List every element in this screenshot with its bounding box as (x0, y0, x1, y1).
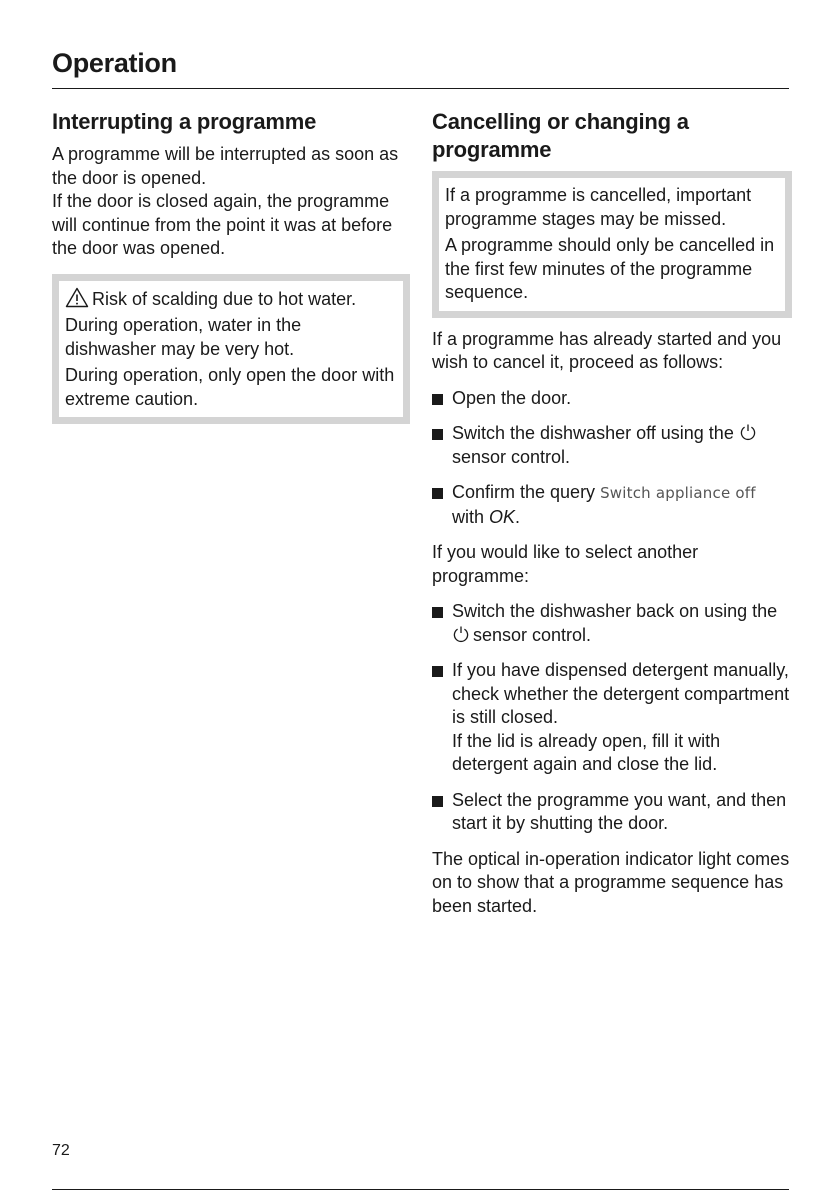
select-steps (432, 600, 792, 836)
cancelling-heading: Cancelling or changing a programme (432, 109, 689, 162)
bullet-icon (432, 607, 443, 618)
scalding-warning-box (52, 274, 410, 425)
note-line-1: If a programme is cancelled, important programme stages may be missed. (445, 185, 752, 229)
page-number: 72 (52, 1142, 70, 1159)
list-item: Switch the dishwasher off using the sensor control. (432, 422, 792, 469)
interrupting-para-2: If the door is closed again, the programme will continue from the point it was at before the door was opened. (52, 191, 393, 258)
list-item: Switch the dishwasher back on using the sensor control. (432, 600, 792, 647)
power-icon (739, 423, 757, 441)
interrupting-para-1: A programme will be interrupted as soon as the door is opened. (52, 144, 399, 188)
cancel-note-box (432, 171, 792, 318)
list-item: Confirm the query Switch appliance off with OK. (432, 481, 792, 529)
ok-label: OK (489, 506, 516, 527)
cancelling-section (432, 108, 792, 918)
cancel-steps (432, 387, 792, 530)
bullet-icon (432, 394, 443, 405)
title-divider (52, 88, 789, 89)
power-icon (452, 625, 470, 643)
closing-paragraph: The optical in-operation indicator light comes on to show that a programme sequence has been started. (432, 848, 790, 916)
cancel-intro: If a programme has already started and you wish to cancel it, proceed as follows: (432, 328, 782, 372)
bullet-icon (432, 429, 443, 440)
warning-icon (65, 287, 89, 308)
footer-divider (52, 1189, 789, 1190)
warning-title: Risk of scalding due to hot water. (92, 288, 357, 309)
interrupting-heading: Interrupting a programme (52, 109, 317, 134)
list-item: Select the programme you want, and then start it by shutting the door. (432, 789, 792, 836)
interrupting-section (52, 108, 410, 424)
note-line-2: A programme should only be cancelled in the first few minutes of the programme sequence. (445, 235, 775, 302)
page-title: Operation (52, 48, 177, 78)
select-intro: If you would like to select another programme: (432, 542, 699, 586)
bullet-icon (432, 666, 443, 677)
list-item: If you have dispensed detergent manually, check whether the detergent compartment is still closed. If the lid is already open, fill it with detergent again and close the lid. (432, 659, 792, 777)
warning-title-line (65, 287, 397, 312)
display-message: Switch appliance off (600, 484, 756, 502)
list-item: Open the door. (432, 387, 792, 411)
warning-line-1: During operation, water in the dishwasher may be very hot. (65, 315, 302, 359)
bullet-icon (432, 796, 443, 807)
bullet-icon (432, 488, 443, 499)
warning-line-2: During operation, only open the door with extreme caution. (65, 365, 395, 409)
